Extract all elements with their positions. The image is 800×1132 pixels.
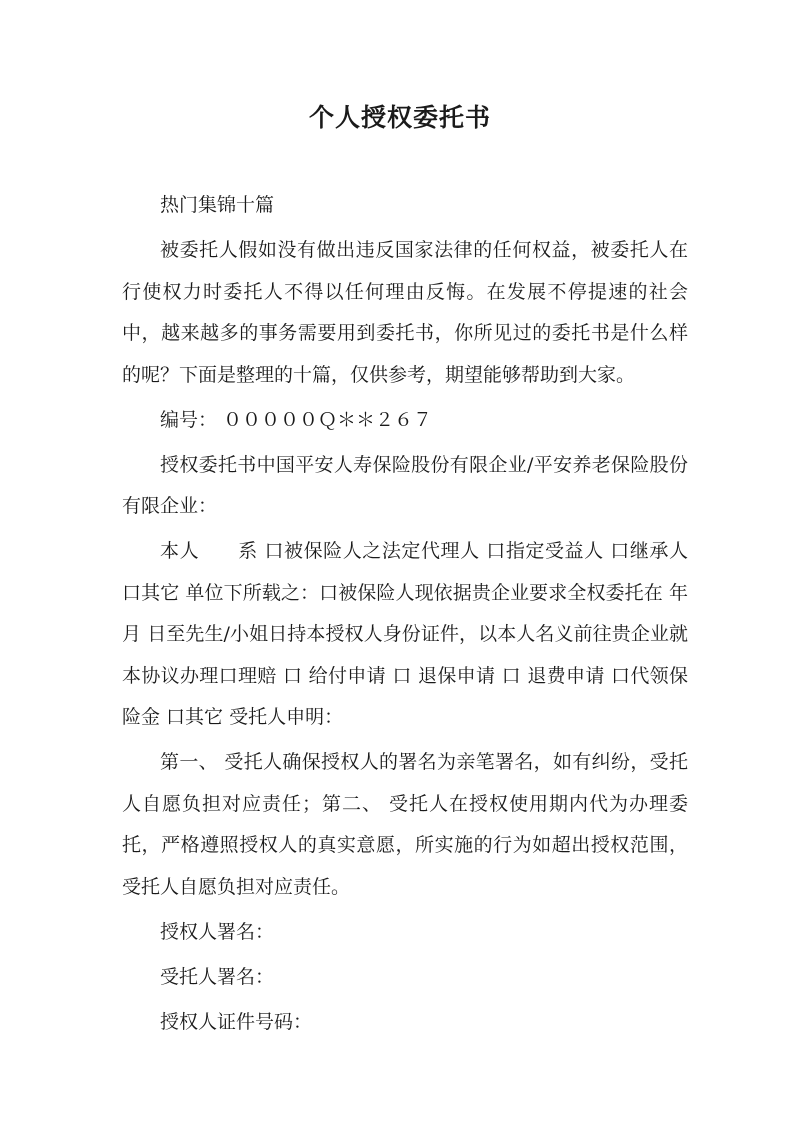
signature-line-trustee: 受托人署名： [160,965,275,988]
id-number-line-grantor: 授权人证件号码： [160,1010,313,1033]
document-body [122,185,688,1047]
paragraph-authorization-scope: 本人 系 口被保险人之法定代理人 口指定受益人 口继承人口其它 单位下所载之：口被保险人现依据贵企业要求全权委托在 年 月 日至先生/小姐日持本授权人身份证件，以本人名义前往贵企业就本协议办理口理赔 口 给付申请 口 退保申请 口 退费申请 口代领保险金 口其它 受托人申明： [122,540,688,728]
signature-line-grantor: 授权人署名： [160,920,275,943]
paragraph-addressee: 授权委托书中国平安人寿保险股份有限企业/平安养老保险股份有限企业： [122,453,688,517]
paragraph-intro-heading: 热门集锦十篇 [160,194,275,216]
paragraph-introduction: 被委托人假如没有做出违反国家法律的任何权益，被委托人在行使权力时委托人不得以任何理由反悔。在发展不停提速的社会中，越来越多的事务需要用到委托书，你所见过的委托书是什么样的呢？下面是整理的十篇，仅供参考，期望能够帮助到大家。 [122,239,688,386]
document-title: 个人授权委托书 [308,103,491,132]
paragraph-trustee-statement: 第一、 受托人确保授权人的署名为亲笔署名，如有纠纷，受托人自愿负担对应责任；第二、 受托人在授权使用期内代为办理委托，严格遵照授权人的真实意愿，所实施的行为如超出授权范围， 受托人自愿负担对应责任。 [122,751,688,898]
paragraph-serial-number: 编号： ０００００Ｑ＊＊２６７ [160,408,433,431]
